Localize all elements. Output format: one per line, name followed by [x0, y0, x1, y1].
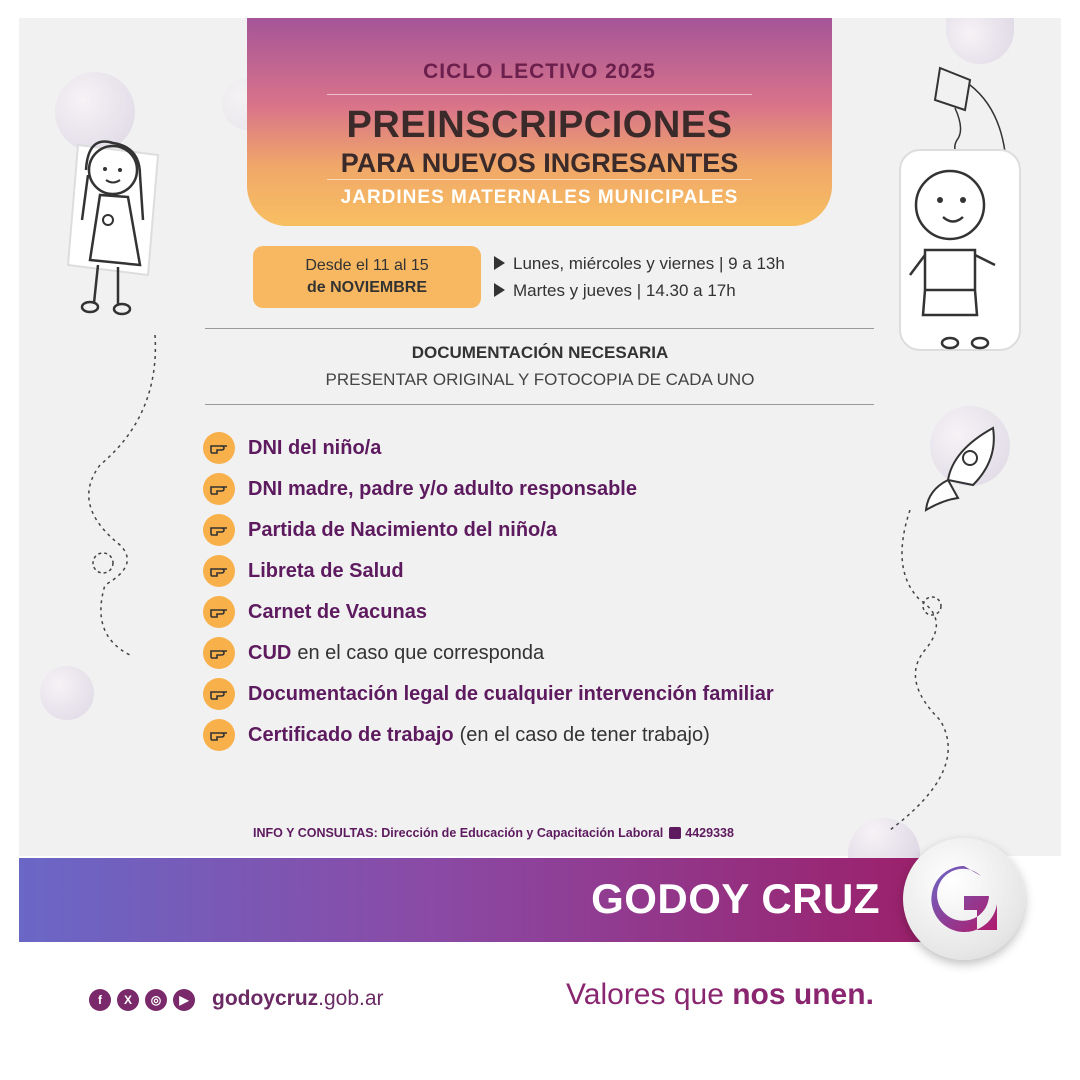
website-domain: .gob.ar — [318, 987, 384, 1010]
social-icons — [89, 989, 195, 1011]
contact-phone: 4429338 — [685, 826, 734, 840]
document-item-bold: DNI madre, padre y/o adulto responsable — [248, 477, 637, 500]
schedule-item — [494, 281, 736, 301]
logo-mark-icon — [903, 838, 1025, 960]
pointing-hand-icon — [203, 473, 235, 505]
date-line-2: de NOVIEMBRE — [306, 279, 427, 296]
document-item-bold: Certificado de trabajo — [248, 723, 454, 746]
pointing-hand-icon — [203, 678, 235, 710]
bubble-decoration — [40, 666, 94, 720]
phone-icon — [669, 827, 681, 839]
dashed-path-decoration — [870, 510, 970, 840]
tagline — [566, 978, 874, 1012]
divider — [327, 94, 752, 95]
facebook-icon[interactable]: f — [89, 989, 111, 1011]
tagline-bold: nos unen. — [732, 978, 874, 1011]
documentation-title: DOCUMENTACIÓN NECESARIA — [411, 343, 669, 362]
schedule-item — [494, 254, 785, 274]
document-item-bold: DNI del niño/a — [248, 436, 382, 459]
document-item-bold: Carnet de Vacunas — [248, 600, 427, 623]
play-arrow-icon — [494, 283, 505, 297]
godoy-cruz-logo — [903, 838, 1025, 960]
pointing-hand-icon — [203, 514, 235, 546]
document-item-note: en el caso que corresponda — [297, 641, 545, 664]
instagram-icon[interactable]: ◎ — [145, 989, 167, 1011]
document-item — [203, 432, 381, 464]
document-item — [203, 555, 404, 587]
brand-name: GODOY CRUZ — [591, 875, 880, 922]
divider — [205, 404, 874, 405]
document-item-note: (en el caso de tener trabajo) — [459, 723, 710, 746]
pointing-hand-icon — [203, 432, 235, 464]
pointing-hand-icon — [203, 719, 235, 751]
x-icon[interactable]: X — [117, 989, 139, 1011]
document-item — [203, 514, 557, 546]
youtube-icon[interactable]: ▶ — [173, 989, 195, 1011]
document-item-bold: Documentación legal de cualquier intervención familiar — [248, 682, 774, 705]
document-item-bold: Partida de Nacimiento del niño/a — [248, 518, 557, 541]
documentation-subtitle: PRESENTAR ORIGINAL Y FOTOCOPIA DE CADA UNO — [325, 370, 755, 389]
pointing-hand-icon — [203, 555, 235, 587]
page-subtitle: PARA NUEVOS INGRESANTES — [340, 148, 739, 178]
website-bold: godoycruz — [212, 987, 319, 1010]
contact-label: INFO Y CONSULTAS: Dirección de Educación y Capacitación Laboral — [253, 826, 664, 840]
date-line-1: Desde el 11 al 15 — [305, 257, 429, 274]
website-link[interactable] — [212, 987, 384, 1011]
page-title: PREINSCRIPCIONES — [346, 104, 733, 146]
document-item — [203, 637, 544, 669]
document-item — [203, 473, 637, 505]
girl-illustration — [48, 125, 178, 325]
document-item — [203, 596, 427, 628]
tagline-light: Valores que — [566, 978, 724, 1011]
schedule-text: Lunes, miércoles y viernes | 9 a 13h — [513, 254, 785, 273]
header-banner — [247, 18, 832, 226]
date-badge — [253, 246, 481, 308]
schedule-text: Martes y jueves | 14.30 a 17h — [513, 281, 736, 300]
pointing-hand-icon — [203, 596, 235, 628]
divider — [327, 179, 752, 180]
boy-kite-illustration — [895, 60, 1045, 360]
document-item-bold: CUD — [248, 641, 292, 664]
program-label: JARDINES MATERNALES MUNICIPALES — [340, 187, 739, 208]
document-item — [203, 719, 710, 751]
play-arrow-icon — [494, 256, 505, 270]
document-item-bold: Libreta de Salud — [248, 559, 404, 582]
cycle-label: CICLO LECTIVO 2025 — [423, 60, 656, 83]
rocket-illustration — [918, 420, 1008, 520]
contact-info — [253, 826, 734, 840]
divider — [205, 328, 874, 329]
pointing-hand-icon — [203, 637, 235, 669]
document-item — [203, 678, 774, 710]
